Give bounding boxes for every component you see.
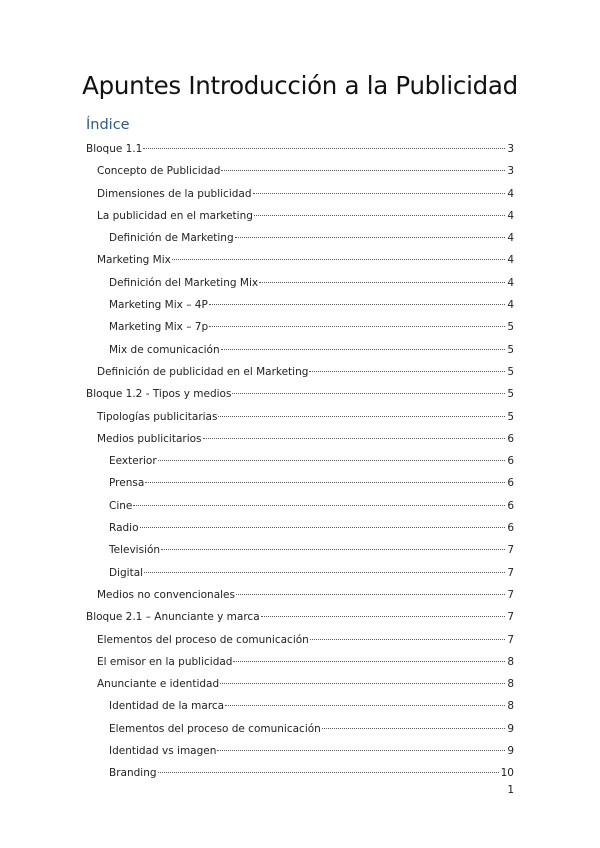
toc-dot-leader	[235, 236, 505, 238]
toc-entry-label: Medios publicitarios	[97, 432, 202, 445]
toc-entry[interactable]	[86, 406, 514, 428]
toc-entry-page: 7	[507, 588, 514, 601]
toc-entry-label: El emisor en la publicidad	[97, 655, 233, 668]
page-number: 1	[507, 784, 514, 796]
toc-dot-leader	[218, 415, 505, 417]
toc-entry[interactable]	[86, 294, 514, 316]
toc-entry-label: Digital	[109, 566, 144, 579]
toc-entry-label: Bloque 2.1 – Anunciante y marca	[86, 611, 260, 624]
toc-entry-page: 7	[507, 611, 514, 624]
toc-dot-leader	[203, 437, 505, 439]
toc-dot-leader	[209, 303, 505, 305]
toc-entry-label: Definición del Marketing Mix	[109, 276, 259, 289]
toc-dot-leader	[133, 504, 505, 506]
toc-entry-label: Mix de comunicación	[109, 343, 220, 356]
toc-entry-page: 5	[507, 365, 514, 378]
toc-entry[interactable]	[86, 339, 514, 361]
toc-entry-label: La publicidad en el marketing	[97, 209, 253, 222]
toc-dot-leader	[259, 281, 505, 283]
toc-entry-page: 4	[507, 232, 514, 245]
toc-entry-page: 6	[507, 432, 514, 445]
toc-dot-leader	[225, 704, 505, 706]
toc-entry[interactable]	[86, 450, 514, 472]
toc-dot-leader	[253, 192, 505, 194]
toc-entry-page: 3	[507, 143, 514, 155]
toc-entry-page: 6	[507, 522, 514, 535]
toc-dot-leader	[217, 749, 505, 751]
toc-dot-leader	[261, 615, 505, 617]
toc-entry[interactable]	[86, 472, 514, 494]
toc-entry-page: 8	[507, 678, 514, 691]
toc-entry-page: 6	[507, 499, 514, 512]
toc-heading: Índice	[86, 117, 130, 133]
toc-dot-leader	[209, 325, 505, 327]
toc-entry[interactable]	[86, 361, 514, 383]
toc-entry-page: 7	[507, 566, 514, 579]
toc-dot-leader	[140, 526, 505, 528]
toc-entry-label: Identidad vs imagen	[109, 745, 217, 758]
toc-entry[interactable]	[86, 227, 514, 249]
toc-entry-page: 8	[507, 700, 514, 713]
toc-entry[interactable]	[86, 762, 514, 784]
toc-entry-label: Medios no convencionales	[97, 588, 235, 601]
toc-entry-page: 3	[507, 165, 514, 178]
document-title: Apuntes Introducción a la Publicidad	[82, 71, 518, 100]
toc-entry-label: Branding	[109, 767, 157, 780]
toc-entry[interactable]	[86, 651, 514, 673]
toc-entry[interactable]	[86, 606, 514, 628]
toc-entry-label: Identidad de la marca	[109, 700, 225, 713]
toc-entry[interactable]	[86, 428, 514, 450]
toc-entry-page: 5	[507, 321, 514, 334]
toc-dot-leader	[145, 481, 505, 483]
toc-entry-page: 5	[507, 410, 514, 423]
toc-dot-leader	[172, 258, 505, 260]
toc-entry-page: 7	[507, 633, 514, 646]
toc-dot-leader	[158, 771, 499, 773]
toc-entry-page: 9	[507, 745, 514, 758]
toc-dot-leader	[254, 214, 505, 216]
toc-dot-leader	[144, 571, 505, 573]
toc-entry-page: 5	[507, 343, 514, 356]
toc-entry-label: Marketing Mix – 7p	[109, 321, 209, 334]
table-of-contents	[86, 138, 514, 785]
toc-entry-label: Concepto de Publicidad	[97, 165, 221, 178]
toc-entry-label: Radio	[109, 522, 139, 535]
toc-dot-leader	[310, 638, 505, 640]
toc-entry-page: 6	[507, 477, 514, 490]
toc-entry-page: 4	[507, 276, 514, 289]
toc-entry[interactable]	[86, 517, 514, 539]
toc-dot-leader	[143, 147, 505, 149]
toc-entry-label: Elementos del proceso de comunicación	[109, 722, 321, 735]
toc-entry[interactable]	[86, 695, 514, 717]
toc-entry-page: 6	[507, 455, 514, 468]
toc-entry-page: 9	[507, 722, 514, 735]
toc-entry[interactable]	[86, 562, 514, 584]
toc-entry-label: Anunciante e identidad	[97, 678, 220, 691]
toc-entry-label: Definición de Marketing	[109, 232, 234, 245]
toc-dot-leader	[221, 348, 505, 350]
toc-entry-page: 8	[507, 655, 514, 668]
toc-entry[interactable]	[86, 272, 514, 294]
toc-dot-leader	[221, 169, 505, 171]
toc-entry-label: Marketing Mix	[97, 254, 171, 267]
toc-entry-label: Televisión	[109, 544, 161, 557]
toc-entry-page: 4	[507, 187, 514, 200]
toc-entry-label: Cine	[109, 499, 133, 512]
toc-entry-label: Tipologías publicitarias	[97, 410, 218, 423]
toc-dot-leader	[220, 682, 505, 684]
toc-entry[interactable]	[86, 629, 514, 651]
toc-entry-page: 4	[507, 299, 514, 312]
toc-dot-leader	[309, 370, 505, 372]
toc-entry-label: Elementos del proceso de comunicación	[97, 633, 309, 646]
toc-dot-leader	[233, 660, 505, 662]
toc-dot-leader	[322, 727, 505, 729]
toc-entry[interactable]	[86, 718, 514, 740]
toc-entry-label: Definición de publicidad en el Marketing	[97, 365, 309, 378]
toc-entry-page: 5	[507, 388, 514, 401]
toc-entry[interactable]	[86, 183, 514, 205]
toc-entry[interactable]	[86, 205, 514, 227]
toc-dot-leader	[158, 459, 505, 461]
toc-entry[interactable]	[86, 495, 514, 517]
toc-entry[interactable]	[86, 673, 514, 695]
toc-entry-label: Prensa	[109, 477, 145, 490]
toc-entry-page: 4	[507, 209, 514, 222]
toc-entry-label: Bloque 1.2 - Tipos y medios	[86, 388, 232, 401]
toc-entry[interactable]	[86, 138, 514, 160]
toc-dot-leader	[232, 392, 505, 394]
toc-entry-page: 7	[507, 544, 514, 557]
toc-entry[interactable]	[86, 539, 514, 561]
toc-entry-label: Dimensiones de la publicidad	[97, 187, 252, 200]
toc-entry[interactable]	[86, 316, 514, 338]
toc-entry-label: Bloque 1.1	[86, 143, 143, 155]
toc-entry-label: Marketing Mix – 4P	[109, 299, 208, 312]
toc-entry-page: 4	[507, 254, 514, 267]
toc-dot-leader	[236, 593, 505, 595]
toc-dot-leader	[161, 548, 505, 550]
toc-entry[interactable]	[86, 383, 514, 405]
toc-entry[interactable]	[86, 160, 514, 182]
toc-entry[interactable]	[86, 249, 514, 271]
toc-entry[interactable]	[86, 584, 514, 606]
toc-entry[interactable]	[86, 740, 514, 762]
toc-entry-label: Eexterior	[109, 455, 157, 468]
toc-entry-page: 10	[500, 767, 514, 780]
